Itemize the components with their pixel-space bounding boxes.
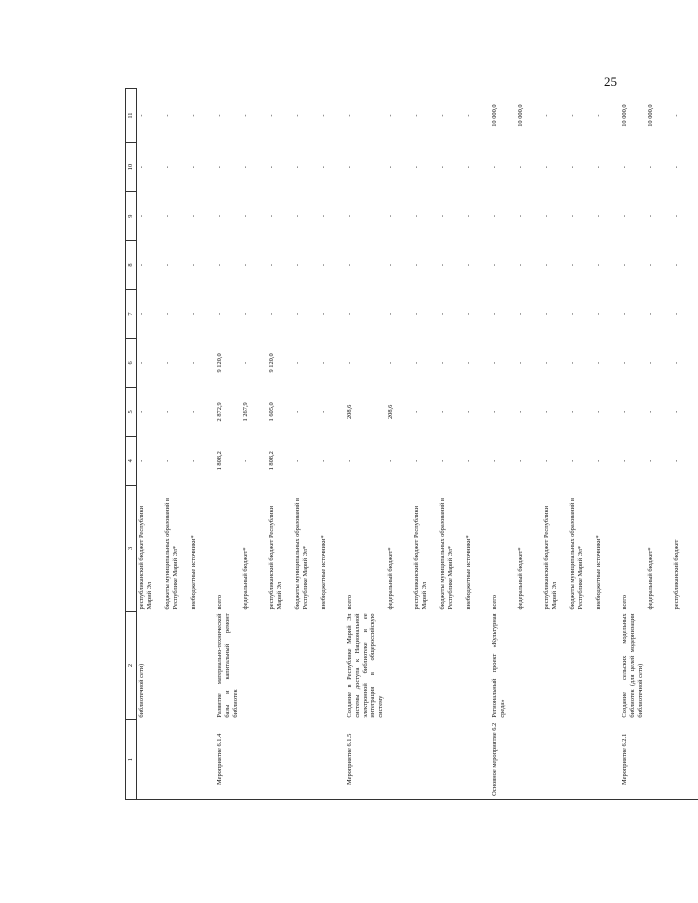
value-cell: -	[569, 459, 577, 462]
funding-source-cell: республиканский бюджет Республики Марий Эл	[268, 505, 283, 610]
value-cell: -	[647, 410, 655, 413]
measure-code-cell	[594, 720, 620, 800]
table-row	[386, 89, 412, 800]
funding-source-cell: всего	[491, 595, 499, 610]
value-cell: -	[320, 263, 327, 267]
col-header: 7	[126, 290, 137, 339]
col-header: 2	[126, 611, 137, 719]
value-cell: 9 120,0	[268, 353, 275, 373]
value-cell: -	[673, 312, 681, 316]
value-cell: -	[517, 361, 525, 364]
col-header: 11	[126, 89, 137, 143]
value-cell: -	[164, 114, 171, 117]
value-cell: -	[387, 263, 395, 267]
measure-name-cell	[386, 611, 412, 719]
measure-code-cell: Мероприятие 6.1.4	[215, 720, 241, 800]
value-cell: -	[346, 459, 353, 462]
value-cell: -	[647, 312, 655, 316]
value-cell: -	[190, 312, 197, 316]
value-cell: -	[320, 312, 327, 316]
value-cell: -	[320, 361, 327, 364]
value-cell: 1 267,9	[242, 402, 249, 422]
measure-name-cell	[241, 611, 267, 719]
measure-name-cell	[568, 611, 594, 719]
measure-name-cell	[464, 611, 490, 719]
value-cell: -	[439, 263, 447, 267]
value-cell: 2 872,9	[216, 402, 223, 422]
measure-code-cell	[438, 720, 464, 800]
col-header: 4	[126, 436, 137, 485]
value-cell: -	[190, 410, 197, 413]
value-cell: -	[439, 166, 447, 169]
table-row	[568, 89, 594, 800]
value-cell: -	[320, 166, 327, 169]
measure-code-cell	[386, 720, 412, 800]
value-cell: -	[465, 263, 473, 267]
measure-name-cell: Региональный проект «Культурная среда»	[491, 613, 506, 718]
measure-code-cell	[464, 720, 490, 800]
value-cell: 1 808,2	[216, 451, 223, 471]
measure-code-cell	[293, 720, 319, 800]
value-cell: 1 605,0	[268, 402, 275, 422]
value-cell: -	[346, 263, 353, 267]
col-header: 8	[126, 241, 137, 290]
value-cell: -	[465, 166, 473, 169]
table-row	[646, 89, 672, 800]
value-cell: -	[595, 114, 603, 117]
value-cell: -	[569, 114, 577, 117]
measure-code-cell	[672, 720, 698, 800]
measure-name-cell	[594, 611, 620, 719]
value-cell: -	[138, 459, 145, 462]
measure-name-cell	[672, 611, 698, 719]
value-cell: -	[346, 215, 353, 218]
value-cell: -	[190, 114, 197, 117]
value-cell: -	[268, 263, 275, 267]
value-cell: -	[543, 361, 551, 364]
value-cell: -	[439, 215, 447, 218]
value-cell: -	[294, 361, 301, 364]
value-cell: -	[294, 312, 301, 316]
col-header: 3	[126, 485, 137, 611]
funding-source-cell: внебюджетные источники*	[465, 535, 473, 610]
col-header: 1	[126, 720, 137, 800]
value-cell: -	[346, 114, 353, 117]
value-cell: -	[138, 263, 145, 267]
funding-source-cell: внебюджетные источники*	[595, 535, 603, 610]
value-cell: -	[294, 410, 301, 413]
funding-source-cell: всего	[346, 595, 353, 610]
value-cell: -	[242, 361, 249, 364]
value-cell: -	[413, 166, 421, 169]
table-row	[215, 89, 241, 800]
funding-source-cell: республиканский бюджет Республики Марий Эл	[138, 505, 153, 610]
funding-source-cell: бюджеты муниципальных образований в Республике Марий Эл*	[164, 498, 179, 610]
value-cell: -	[621, 263, 629, 267]
value-cell: -	[465, 312, 473, 316]
col-header: 10	[126, 143, 137, 192]
value-cell: -	[138, 166, 145, 169]
measure-code-cell	[412, 720, 438, 800]
value-cell: -	[491, 166, 499, 169]
value-cell: -	[242, 312, 249, 316]
value-cell: -	[242, 114, 249, 117]
funding-source-cell: бюджеты муниципальных образований в Республике Марий Эл*	[569, 498, 584, 610]
measure-name-cell: Развитие материально-технической базы и капитальный ремонт библиотек	[216, 613, 239, 718]
value-cell: -	[595, 459, 603, 462]
measure-code-cell: Мероприятие 6.1.5	[345, 720, 386, 800]
value-cell: -	[413, 410, 421, 413]
table-row	[516, 89, 542, 800]
measure-name-cell	[319, 611, 345, 719]
value-cell: -	[439, 114, 447, 117]
value-cell: -	[216, 215, 223, 218]
value-cell: -	[268, 312, 275, 316]
value-cell: -	[595, 410, 603, 413]
value-cell: -	[647, 263, 655, 267]
value-cell: -	[491, 410, 499, 413]
value-cell: -	[517, 166, 525, 169]
value-cell: -	[190, 215, 197, 218]
value-cell: -	[242, 215, 249, 218]
value-cell: -	[346, 166, 353, 169]
value-cell: -	[543, 114, 551, 117]
value-cell: -	[517, 263, 525, 267]
value-cell: -	[517, 459, 525, 462]
value-cell: -	[621, 312, 629, 316]
measure-code-cell	[137, 720, 164, 800]
value-cell: -	[138, 114, 145, 117]
value-cell: -	[387, 312, 395, 316]
value-cell: -	[413, 215, 421, 218]
value-cell: -	[294, 459, 301, 462]
col-header: 6	[126, 338, 137, 387]
measure-name-cell	[516, 611, 542, 719]
value-cell: -	[595, 312, 603, 316]
value-cell: -	[138, 361, 145, 364]
value-cell: -	[465, 410, 473, 413]
value-cell: -	[543, 166, 551, 169]
measure-name-cell	[646, 611, 672, 719]
value-cell: -	[190, 459, 197, 462]
value-cell: -	[647, 166, 655, 169]
value-cell: -	[543, 410, 551, 413]
measure-name-cell	[267, 611, 293, 719]
value-cell: -	[673, 114, 681, 117]
funding-source-cell: федеральный бюджет*	[387, 547, 395, 610]
value-cell: -	[320, 215, 327, 218]
measure-name-cell	[438, 611, 464, 719]
table-row	[319, 89, 345, 800]
value-cell: -	[346, 361, 353, 364]
value-cell: -	[190, 166, 197, 169]
value-cell: -	[673, 215, 681, 218]
value-cell: -	[621, 410, 629, 413]
value-cell: 10 000,0	[621, 104, 629, 127]
value-cell: -	[294, 114, 301, 117]
value-cell: -	[190, 263, 197, 267]
value-cell: -	[543, 312, 551, 316]
funding-source-cell: внебюджетные источники*	[320, 535, 327, 610]
rotated-table-container	[125, 88, 681, 800]
value-cell: -	[216, 312, 223, 316]
value-cell: 208,6	[346, 404, 353, 420]
value-cell: -	[242, 459, 249, 462]
value-cell: -	[673, 361, 681, 364]
measure-name-cell: Создание сельских модельных библиотек (для целей модернизации библиотечной сети)	[621, 613, 644, 718]
value-cell: -	[569, 312, 577, 316]
value-cell: -	[595, 166, 603, 169]
value-cell: -	[413, 459, 421, 462]
funding-source-cell: бюджеты муниципальных образований в Республике Марий Эл*	[294, 498, 309, 610]
value-cell: -	[320, 114, 327, 117]
table-row	[672, 89, 698, 800]
value-cell: -	[164, 166, 171, 169]
value-cell: -	[439, 410, 447, 413]
measure-code-cell	[646, 720, 672, 800]
measure-code-cell	[241, 720, 267, 800]
funding-source-cell: республиканский бюджет Республики Марий Эл	[413, 505, 428, 610]
value-cell: -	[491, 459, 499, 462]
table-row	[412, 89, 438, 800]
value-cell: -	[387, 215, 395, 218]
measure-code-cell	[319, 720, 345, 800]
value-cell: -	[190, 361, 197, 364]
value-cell: -	[491, 361, 499, 364]
funding-source-cell: внебюджетные источники*	[190, 535, 197, 610]
value-cell: -	[413, 312, 421, 316]
value-cell: -	[242, 166, 249, 169]
value-cell: -	[138, 410, 145, 413]
value-cell: -	[595, 361, 603, 364]
measure-name-cell	[293, 611, 319, 719]
value-cell: -	[491, 263, 499, 267]
col-header: 9	[126, 192, 137, 241]
value-cell: -	[216, 263, 223, 267]
value-cell: 10 000,0	[517, 104, 525, 127]
value-cell: 10 000,0	[647, 104, 655, 127]
value-cell: -	[164, 215, 171, 218]
table-row	[620, 89, 646, 800]
table-row	[345, 89, 386, 800]
value-cell: 9 120,0	[216, 353, 223, 373]
col-header: 5	[126, 387, 137, 436]
funding-source-cell: республиканский бюджет	[673, 539, 681, 610]
value-cell: -	[242, 263, 249, 267]
value-cell: -	[569, 410, 577, 413]
value-cell: 1 808,2	[268, 451, 275, 471]
value-cell: -	[673, 263, 681, 267]
value-cell: -	[465, 361, 473, 364]
value-cell: -	[569, 215, 577, 218]
measure-code-cell	[568, 720, 594, 800]
value-cell: -	[673, 459, 681, 462]
table-row	[241, 89, 267, 800]
table-row	[594, 89, 620, 800]
value-cell: -	[465, 459, 473, 462]
measure-code-cell	[163, 720, 189, 800]
value-cell: -	[346, 312, 353, 316]
table-row	[267, 89, 293, 800]
value-cell: -	[387, 166, 395, 169]
value-cell: -	[320, 410, 327, 413]
value-cell: -	[268, 114, 275, 117]
value-cell: -	[491, 215, 499, 218]
value-cell: -	[164, 361, 171, 364]
value-cell: -	[294, 263, 301, 267]
measure-name-cell: Создание в Республике Марий Эл системы доступа к Национальной электронной библиотеке и ее интеграция в общероссийскую систему	[346, 613, 385, 718]
value-cell: -	[491, 312, 499, 316]
value-cell: -	[387, 361, 395, 364]
measure-name-cell	[163, 611, 189, 719]
value-cell: -	[439, 361, 447, 364]
table-row	[464, 89, 490, 800]
value-cell: -	[621, 215, 629, 218]
value-cell: -	[294, 166, 301, 169]
value-cell: -	[673, 410, 681, 413]
value-cell: -	[465, 114, 473, 117]
funding-source-cell: федеральный бюджет*	[647, 547, 655, 610]
value-cell: -	[517, 312, 525, 316]
measure-code-cell: Основное мероприятие 6.2	[490, 720, 516, 800]
value-cell: -	[543, 459, 551, 462]
value-cell: -	[413, 114, 421, 117]
value-cell: -	[647, 459, 655, 462]
value-cell: -	[543, 215, 551, 218]
funding-source-cell: федеральный бюджет*	[242, 547, 249, 610]
value-cell: -	[439, 312, 447, 316]
value-cell: -	[517, 410, 525, 413]
funding-table	[125, 88, 698, 800]
funding-source-cell: республиканский бюджет Республики Марий Эл	[543, 505, 558, 610]
value-cell: -	[569, 166, 577, 169]
value-cell: -	[138, 312, 145, 316]
value-cell: -	[595, 263, 603, 267]
header-row	[126, 89, 137, 800]
funding-source-cell: всего	[216, 595, 223, 610]
funding-source-cell: федеральный бюджет*	[517, 547, 525, 610]
table-row	[137, 89, 164, 800]
value-cell: -	[387, 459, 395, 462]
table-row	[293, 89, 319, 800]
value-cell: -	[621, 361, 629, 364]
value-cell: 208,6	[387, 404, 395, 420]
value-cell: -	[320, 459, 327, 462]
table-row	[490, 89, 516, 800]
measure-name-cell	[542, 611, 568, 719]
value-cell: -	[647, 215, 655, 218]
value-cell: -	[413, 361, 421, 364]
measure-code-cell: Мероприятие 6.2.1	[620, 720, 646, 800]
measure-code-cell	[267, 720, 293, 800]
measure-code-cell	[189, 720, 215, 800]
funding-source-cell: всего	[621, 595, 629, 610]
value-cell: -	[439, 459, 447, 462]
value-cell: -	[294, 215, 301, 218]
table-row	[163, 89, 189, 800]
value-cell: -	[164, 263, 171, 267]
value-cell: -	[164, 459, 171, 462]
value-cell: -	[216, 114, 223, 117]
measure-code-cell	[542, 720, 568, 800]
value-cell: -	[268, 215, 275, 218]
table-row	[542, 89, 568, 800]
value-cell: -	[216, 166, 223, 169]
value-cell: -	[673, 166, 681, 169]
value-cell: -	[164, 312, 171, 316]
value-cell: -	[569, 361, 577, 364]
value-cell: -	[647, 361, 655, 364]
funding-source-cell: бюджеты муниципальных образований в Республике Марий Эл*	[439, 498, 454, 610]
measure-name-cell	[189, 611, 215, 719]
value-cell: -	[268, 166, 275, 169]
value-cell: -	[543, 263, 551, 267]
value-cell: -	[517, 215, 525, 218]
table-row	[189, 89, 215, 800]
measure-name-cell	[412, 611, 438, 719]
page-number: 25	[604, 74, 617, 89]
value-cell: -	[387, 114, 395, 117]
value-cell: -	[465, 215, 473, 218]
value-cell: 10 000,0	[491, 104, 499, 127]
value-cell: -	[621, 459, 629, 462]
value-cell: -	[413, 263, 421, 267]
measure-code-cell	[516, 720, 542, 800]
value-cell: -	[164, 410, 171, 413]
value-cell: -	[621, 166, 629, 169]
value-cell: -	[138, 215, 145, 218]
measure-name-cell: библиотечной сети)	[138, 663, 145, 718]
value-cell: -	[595, 215, 603, 218]
table-row	[438, 89, 464, 800]
value-cell: -	[569, 263, 577, 267]
